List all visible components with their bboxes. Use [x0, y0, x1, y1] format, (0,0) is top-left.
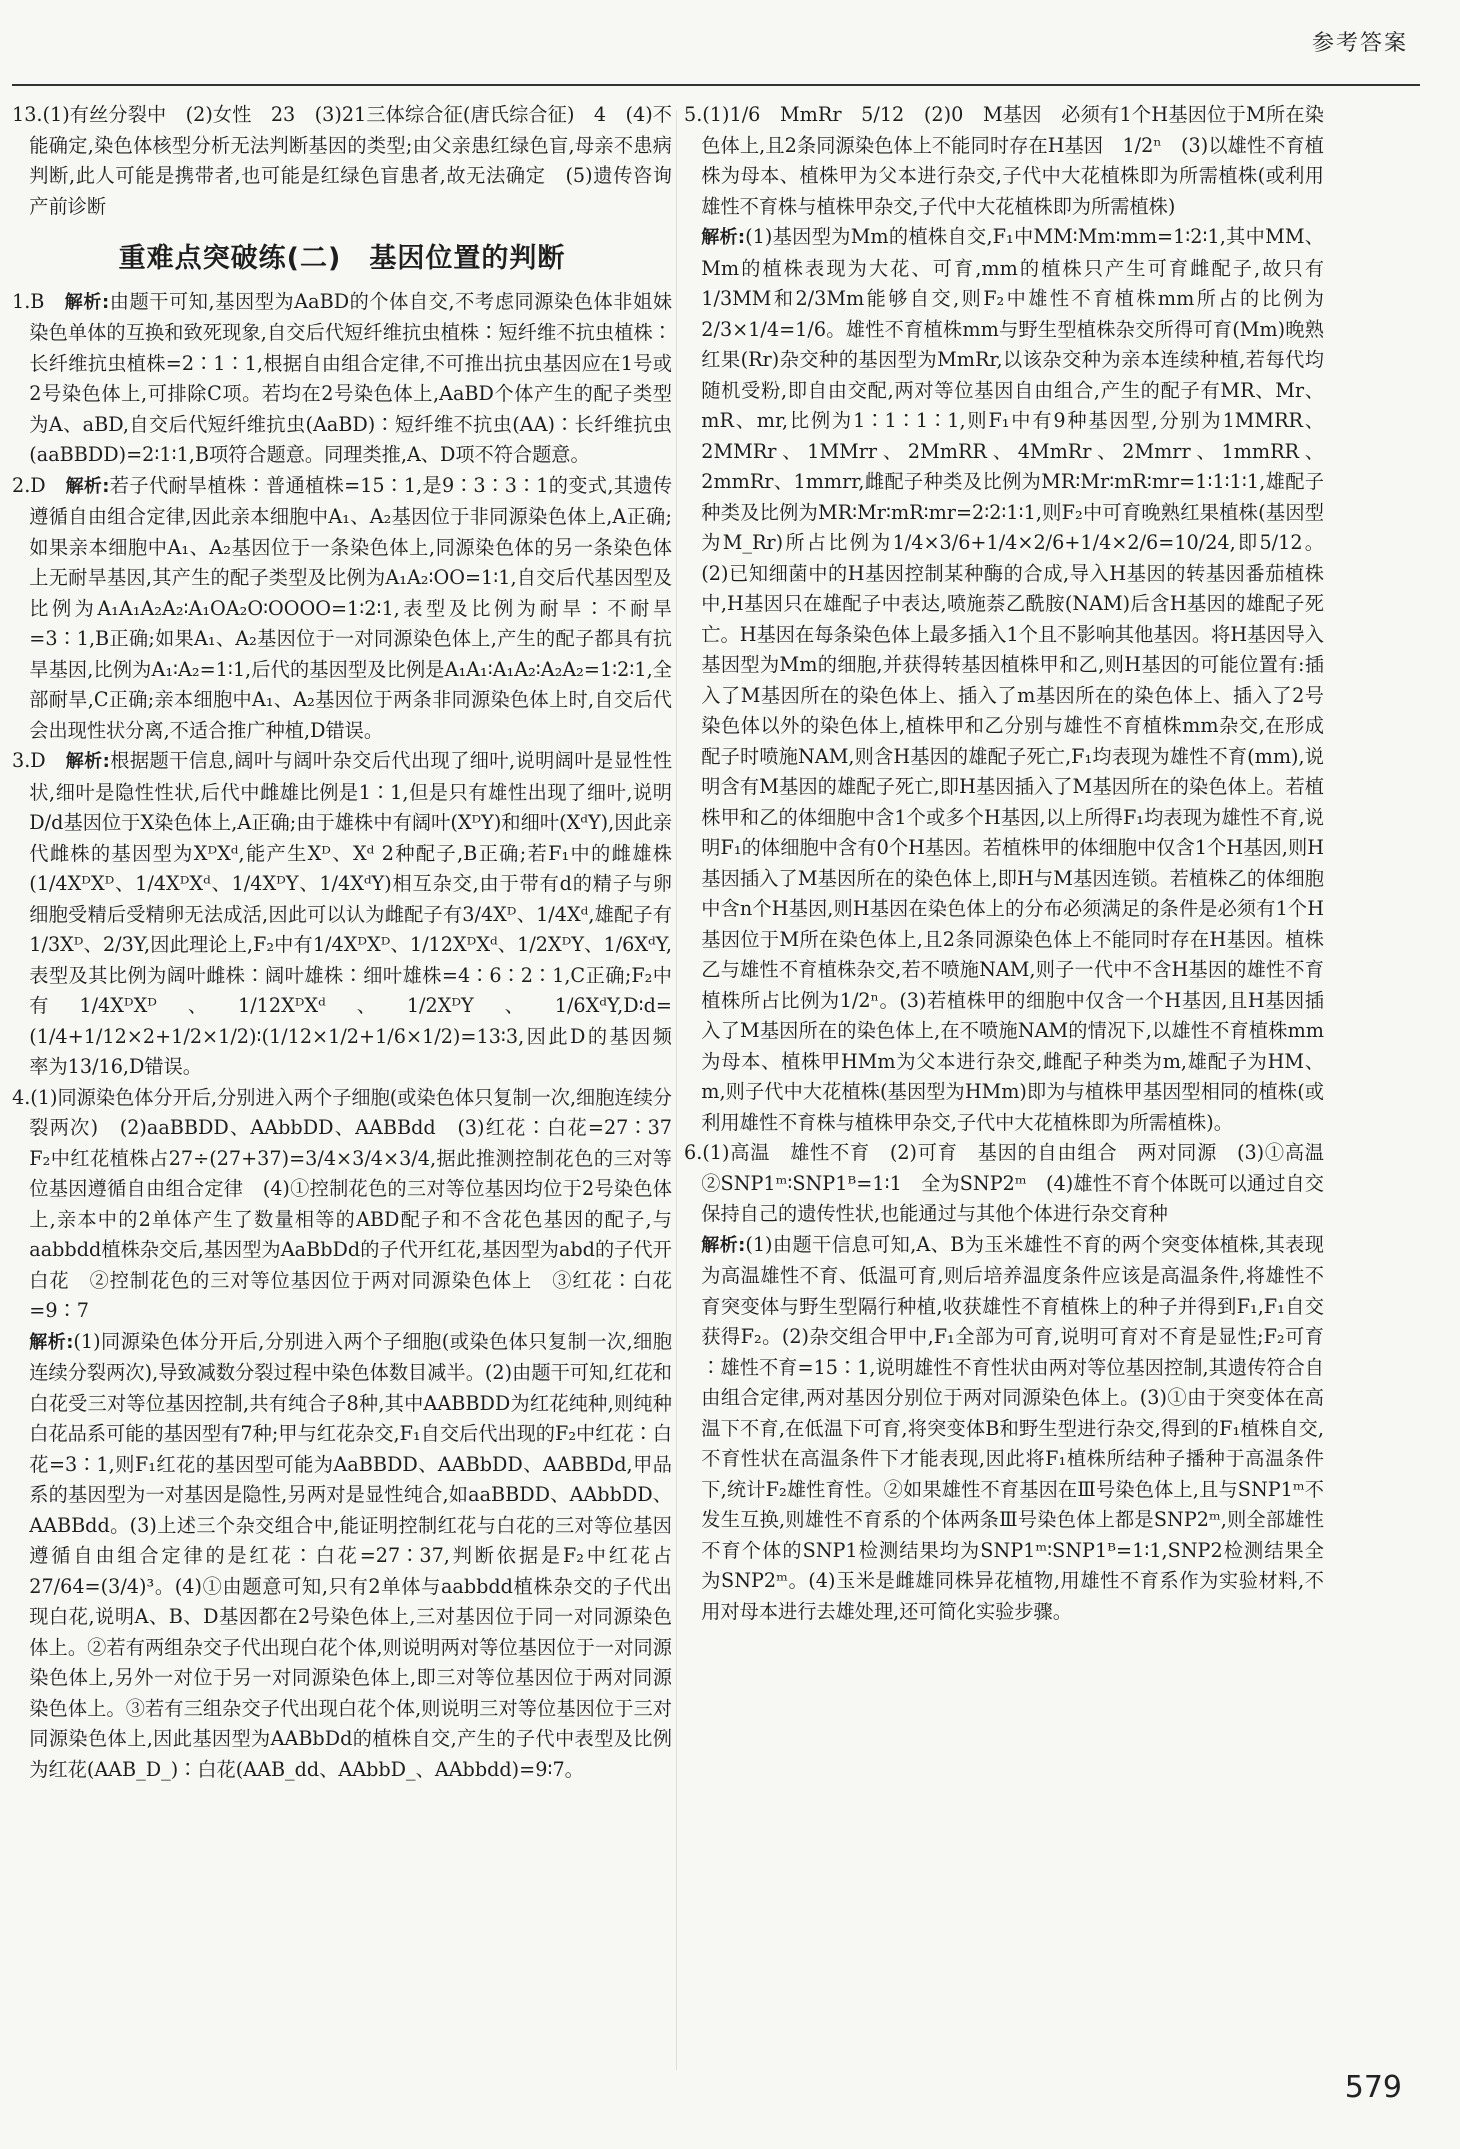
answer-item-6: [684, 1138, 1344, 1627]
answer-key: 6.(1)高温 雄性不育 (2)可育 基因的自由组合 两对同源 (3)①高温 ②SNP1ᵐ∶SNP1ᴮ=1∶1 全为SNP2ᵐ (4)雄性不育个体既可以通过自交保持自己的遗传性状,也能通过与其他个体进行杂交育种: [684, 1141, 1344, 1225]
header-label: 参考答案: [1311, 31, 1408, 56]
section-title: 重难点突破练(二) 基因位置的判断: [118, 243, 566, 274]
page-header: [0, 0, 1460, 96]
answer-key: 5.(1)1/6 MmRr 5/12 (2)0 M基因 必须有1个H基因位于M所在染色体上,且2条同源染色体上不能同时存在H基因 1/2ⁿ (3)以雄性不育植株为母本、植株甲为父本进行杂交,子代中大花植株即为所需植株(或利用雄性不育株与植株甲杂交,子代中大花植株即为所需植株): [684, 103, 1324, 218]
answer-key: 3.D: [12, 749, 46, 772]
answer-item-2: [12, 471, 672, 747]
analysis-label: 解析:: [64, 291, 110, 313]
right-column: [684, 100, 1344, 1627]
analysis-label: 解析:: [701, 1234, 746, 1256]
left-column: [12, 100, 692, 1785]
analysis-text: 由题干可知,基因型为AaBD的个体自交,不考虑同源染色体非姐妹染色单体的互换和致死现象,自交后代短纤维抗虫植株∶短纤维不抗虫植株∶长纤维抗虫植株=2∶1∶1,根据自由组合定律,不可推出抗虫基因应在1号或2号染色体上,可排除C项。若均在2号染色体上,AaBD个体产生的配子类型为A、aBD,自交后代短纤维抗虫(AaBD)∶短纤维不抗虫(AA)∶长纤维抗虫(aaBBDD)=2∶1∶1,B项符合题意。同理类推,A、D项不符合题意。: [29, 289, 673, 466]
analysis-label: 解析:: [65, 751, 110, 772]
answer-13: 13.(1)有丝分裂中 (2)女性 23 (3)21三体综合征(唐氏综合征) 4 (4)不能确定,染色体核型分析无法判断基因的类型;由父亲患红绿色盲,母亲不患病判断,此人可能是携带者,也可能是红绿色盲患者,故无法确定 (5)遗传咨询 产前诊断: [12, 103, 692, 218]
analysis-text: (1)同源染色体分开后,分别进入两个子细胞(或染色体只复制一次,细胞连续分裂两次),导致减数分裂过程中染色体数目减半。(2)由题干可知,红花和白花受三对等位基因控制,共有纯合子8种,其中AABBDD为红花纯种,则纯种白花品系可能的基因型有7种;甲与红花杂交,F₁自交后代出现的F₂中红花∶白花=3∶1,则F₁红花的基因型可能为AaBBDD、AABbDD、AABBDd,甲品系的基因型为一对基因是隐性,另两对是显性纯合,如aaBBDD、AAbbDD、AABBdd。(3)上述三个杂交组合中,能证明控制红花与白花的三对等位基因遵循自由组合定律的是红花∶白花=27∶37,判断依据是F₂中红花占27/64=(3/4)³。(4)①由题意可知,只有2单体与aabbdd植株杂交的子代出现白花,说明A、B、D基因都在2号染色体上,三对基因位于同一对同源染色体上。②若有两组杂交子代出现白花个体,则说明两对等位基因位于一对同源染色体上,另外一对位于另一对同源染色体上,即三对等位基因位于两对同源染色体上。③若有三组杂交子代出现白花个体,则说明三对等位基因位于三对同源染色体上,因此基因型为AABbDd的植株自交,产生的子代中表型及比例为红花(AAB_D_)∶白花(AAB_dd、AAbbD_、AAbbdd)=9∶7。: [29, 1329, 672, 1781]
analysis-label: 解析:: [29, 1331, 74, 1353]
header-rule: [12, 84, 1420, 86]
answer-key: 4.(1)同源染色体分开后,分别进入两个子细胞(或染色体只复制一次,细胞连续分裂两次) (2)aaBBDD、AAbbDD、AABBdd (3)红花∶白花=27∶37 F₂中红花植株占27÷(27+37)=3/4×3/4×3/4,据此推测控制花色的三对等位基因遵循自由组合定律 (4)①控制花色的三对等位基因均位于2号染色体上,亲本中的2单体产生了数量相等的ABD配子和不含花色基因的配子,与aabbdd植株杂交后,基因型为AaBbDd的子代开红花,基因型为abd的子代开白花 ②控制花色的三对等位基因位于两对同源染色体上 ③红花∶白花=9∶7: [12, 1085, 692, 1322]
answer-item-5: [684, 100, 1324, 1138]
analysis-text: (1)由题干信息可知,A、B为玉米雄性不育的两个突变体植株,其表现为高温雄性不育、低温可育,则后培养温度条件应该是高温条件,将雄性不育突变体与野生型隔行种植,收获雄性不育植株上的种子并得到F₁,F₁自交获得F₂。(2)杂交组合甲中,F₁全部为可育,说明可育对不育是显性;F₂可育∶雄性不育=15∶1,说明雄性不育性状由两对等位基因控制,其遗传符合自由组合定律,两对基因分别位于两对同源染色体上。(3)①由于突变体在高温下不育,在低温下可育,将突变体B和野生型进行杂交,得到的F₁植株自交,不育性状在高温条件下才能表现,因此将F₁植株所结种子播种于高温条件下,统计F₂雄性育性。②如果雄性不育基因在Ⅲ号染色体上,且与SNP1ᵐ不发生互换,则雄性不育系的个体两条Ⅲ号染色体上都是SNP2ᵐ,则全部雄性不育个体的SNP1检测结果均为SNP1ᵐ∶SNP1ᴮ=1∶1,SNP2检测结果全为SNP2ᵐ。(4)玉米是雌雄同株异花植物,用雄性不育系作为实验材料,不用对母本进行去雄处理,还可简化实验步骤。: [701, 1232, 1324, 1623]
column-divider: [676, 110, 677, 2070]
page-number: 579: [1344, 2070, 1402, 2105]
analysis-text: 根据题干信息,阔叶与阔叶杂交后代出现了细叶,说明阔叶是显性性状,细叶是隐性性状,后代中雌雄比例是1∶1,但是只有雄性出现了细叶,说明D/d基因位于X染色体上,A正确;由于雄株中有阔叶(XᴰY)和细叶(XᵈY),因此亲代雌株的基因型为XᴰXᵈ,能产生Xᴰ、Xᵈ 2种配子,B正确;若F₁中的雌雄株(1/4XᴰXᴰ、1/4XᴰXᵈ、1/4XᴰY、1/4XᵈY)相互杂交,由于带有d的精子与卵细胞受精后受精卵无法成活,因此可以认为雌配子有3/4Xᴰ、1/4Xᵈ,雄配子有1/3Xᴰ、2/3Y,因此理论上,F₂中有1/4XᴰXᴰ、1/12XᴰXᵈ、1/2XᴰY、1/6XᵈY,表型及其比例为阔叶雌株∶阔叶雄株∶细叶雄株=4∶6∶2∶1,C正确;F₂中有1/4XᴰXᴰ、1/12XᴰXᵈ、1/2XᴰY、1/6XᵈY,D∶d=(1/4+1/12×2+1/2×1/2)∶(1/12×1/2+1/6×1/2)=13∶3,因此D的基因频率为13/16,D错误。: [29, 749, 673, 1078]
analysis-text: (1)基因型为Mm的植株自交,F₁中MM∶Mm∶mm=1∶2∶1,其中MM、Mm的植株表现为大花、可育,mm的植株只产生可育雌配子,故只有1/3MM和2/3Mm能够自交,则F₂中雄性不育植株mm所占的比例为2/3×1/4=1/6。雄性不育植株mm与野生型植株杂交所得可育(Mm)晚熟红果(Rr)杂交种的基因型为MmRr,以该杂交种为亲本连续种植,若每代均随机受粉,即自由交配,两对等位基因自由组合,产生的配子有MR、Mr、mR、mr,比例为1∶1∶1∶1,则F₁中有9种基因型,分别为1MMRR、2MMRr、1MMrr、2MmRR、4MmRr、2Mmrr、1mmRR、2mmRr、1mmrr,雌配子种类及比例为MR∶Mr∶mR∶mr=1∶1∶1∶1,雄配子种类及比例为MR∶Mr∶mR∶mr=2∶2∶1∶1,则F₂中可育晚熟红果植株(基因型为M_Rr)所占比例为1/4×3/6+1/4×2/6+1/4×2/6=10/24,即5/12。(2)已知细菌中的H基因控制某种酶的合成,导入H基因的转基因番茄植株中,H基因只在雄配子中表达,喷施萘乙酰胺(NAM)后含H基因的雄配子死亡。H基因在每条染色体上最多插入1个且不影响其他基因。将H基因导入基因型为Mm的细胞,并获得转基因植株甲和乙,则H基因的可能位置有:插入了M基因所在的染色体上、插入了m基因所在的染色体上、插入了2号染色体以外的染色体上,植株甲和乙分别与雄性不育植株mm杂交,在形成配子时喷施NAM,则含H基因的雄配子死亡,F₁均表现为雄性不育(mm),说明含有M基因的雄配子死亡,即H基因插入了M基因所在的染色体上。若植株甲和乙的体细胞中含1个或多个H基因,以上所得F₁均表现为雄性不育,说明F₁的体细胞中含有0个H基因。若植株甲的体细胞中仅含1个H基因,则H基因插入了M基因所在的染色体上,即H与M基因连锁。若植株乙的体细胞中含n个H基因,则H基因在染色体上的分布必须满足的条件是必须有1个H基因位于M所在染色体上,且2条同源染色体上不能同时存在H基因。植株乙与雄性不育植株杂交,若不喷施NAM,则子一代中不含H基因的雄性不育植株所占比例为1/2ⁿ。(3)若植株甲的细胞中仅含一个H基因,且H基因插入了M基因所在的染色体上,在不喷施NAM的情况下,以雄性不育植株mm为母本、植株甲HMm为父本进行杂交,雌配子种类为m,雄配子为HM、m,则子代中大花植株(基因型为HMm)即为与植株甲基因型相同的植株(或利用雄性不育株与植株甲杂交,子代中大花植株即为所需植株)。: [701, 225, 1324, 1134]
answer-item-1: [12, 287, 672, 471]
answer-item-4: [12, 1083, 692, 1786]
answer-key: 2.D: [12, 473, 46, 497]
analysis-label: 解析:: [701, 227, 746, 248]
answer-key: 1.B: [12, 289, 45, 313]
analysis-text: 若子代耐旱植株∶普通植株=15∶1,是9∶3∶3∶1的变式,其遗传遵循自由组合定律,因此亲本细胞中A₁、A₂基因位于非同源染色体上,A正确;如果亲本细胞中A₁、A₂基因位于一条染色体上,同源染色体的另一条染色体上无耐旱基因,其产生的配子类型及比例为A₁A₂∶OO=1∶1,自交后代基因型及比例为A₁A₁A₂A₂∶A₁OA₂O∶OOOO=1∶2∶1,表型及比例为耐旱∶不耐旱=3∶1,B正确;如果A₁、A₂基因位于一对同源染色体上,产生的配子都具有抗旱基因,比例为A₁∶A₂=1∶1,后代的基因型及比例是A₁A₁∶A₁A₂∶A₂A₂=1∶2∶1,全部耐旱,C正确;亲本细胞中A₁、A₂基因位于两条非同源染色体上时,自交后代会出现性状分离,不适合推广种植,D错误。: [29, 473, 673, 742]
answer-item-3: [12, 746, 672, 1083]
analysis-label: 解析:: [65, 475, 110, 497]
